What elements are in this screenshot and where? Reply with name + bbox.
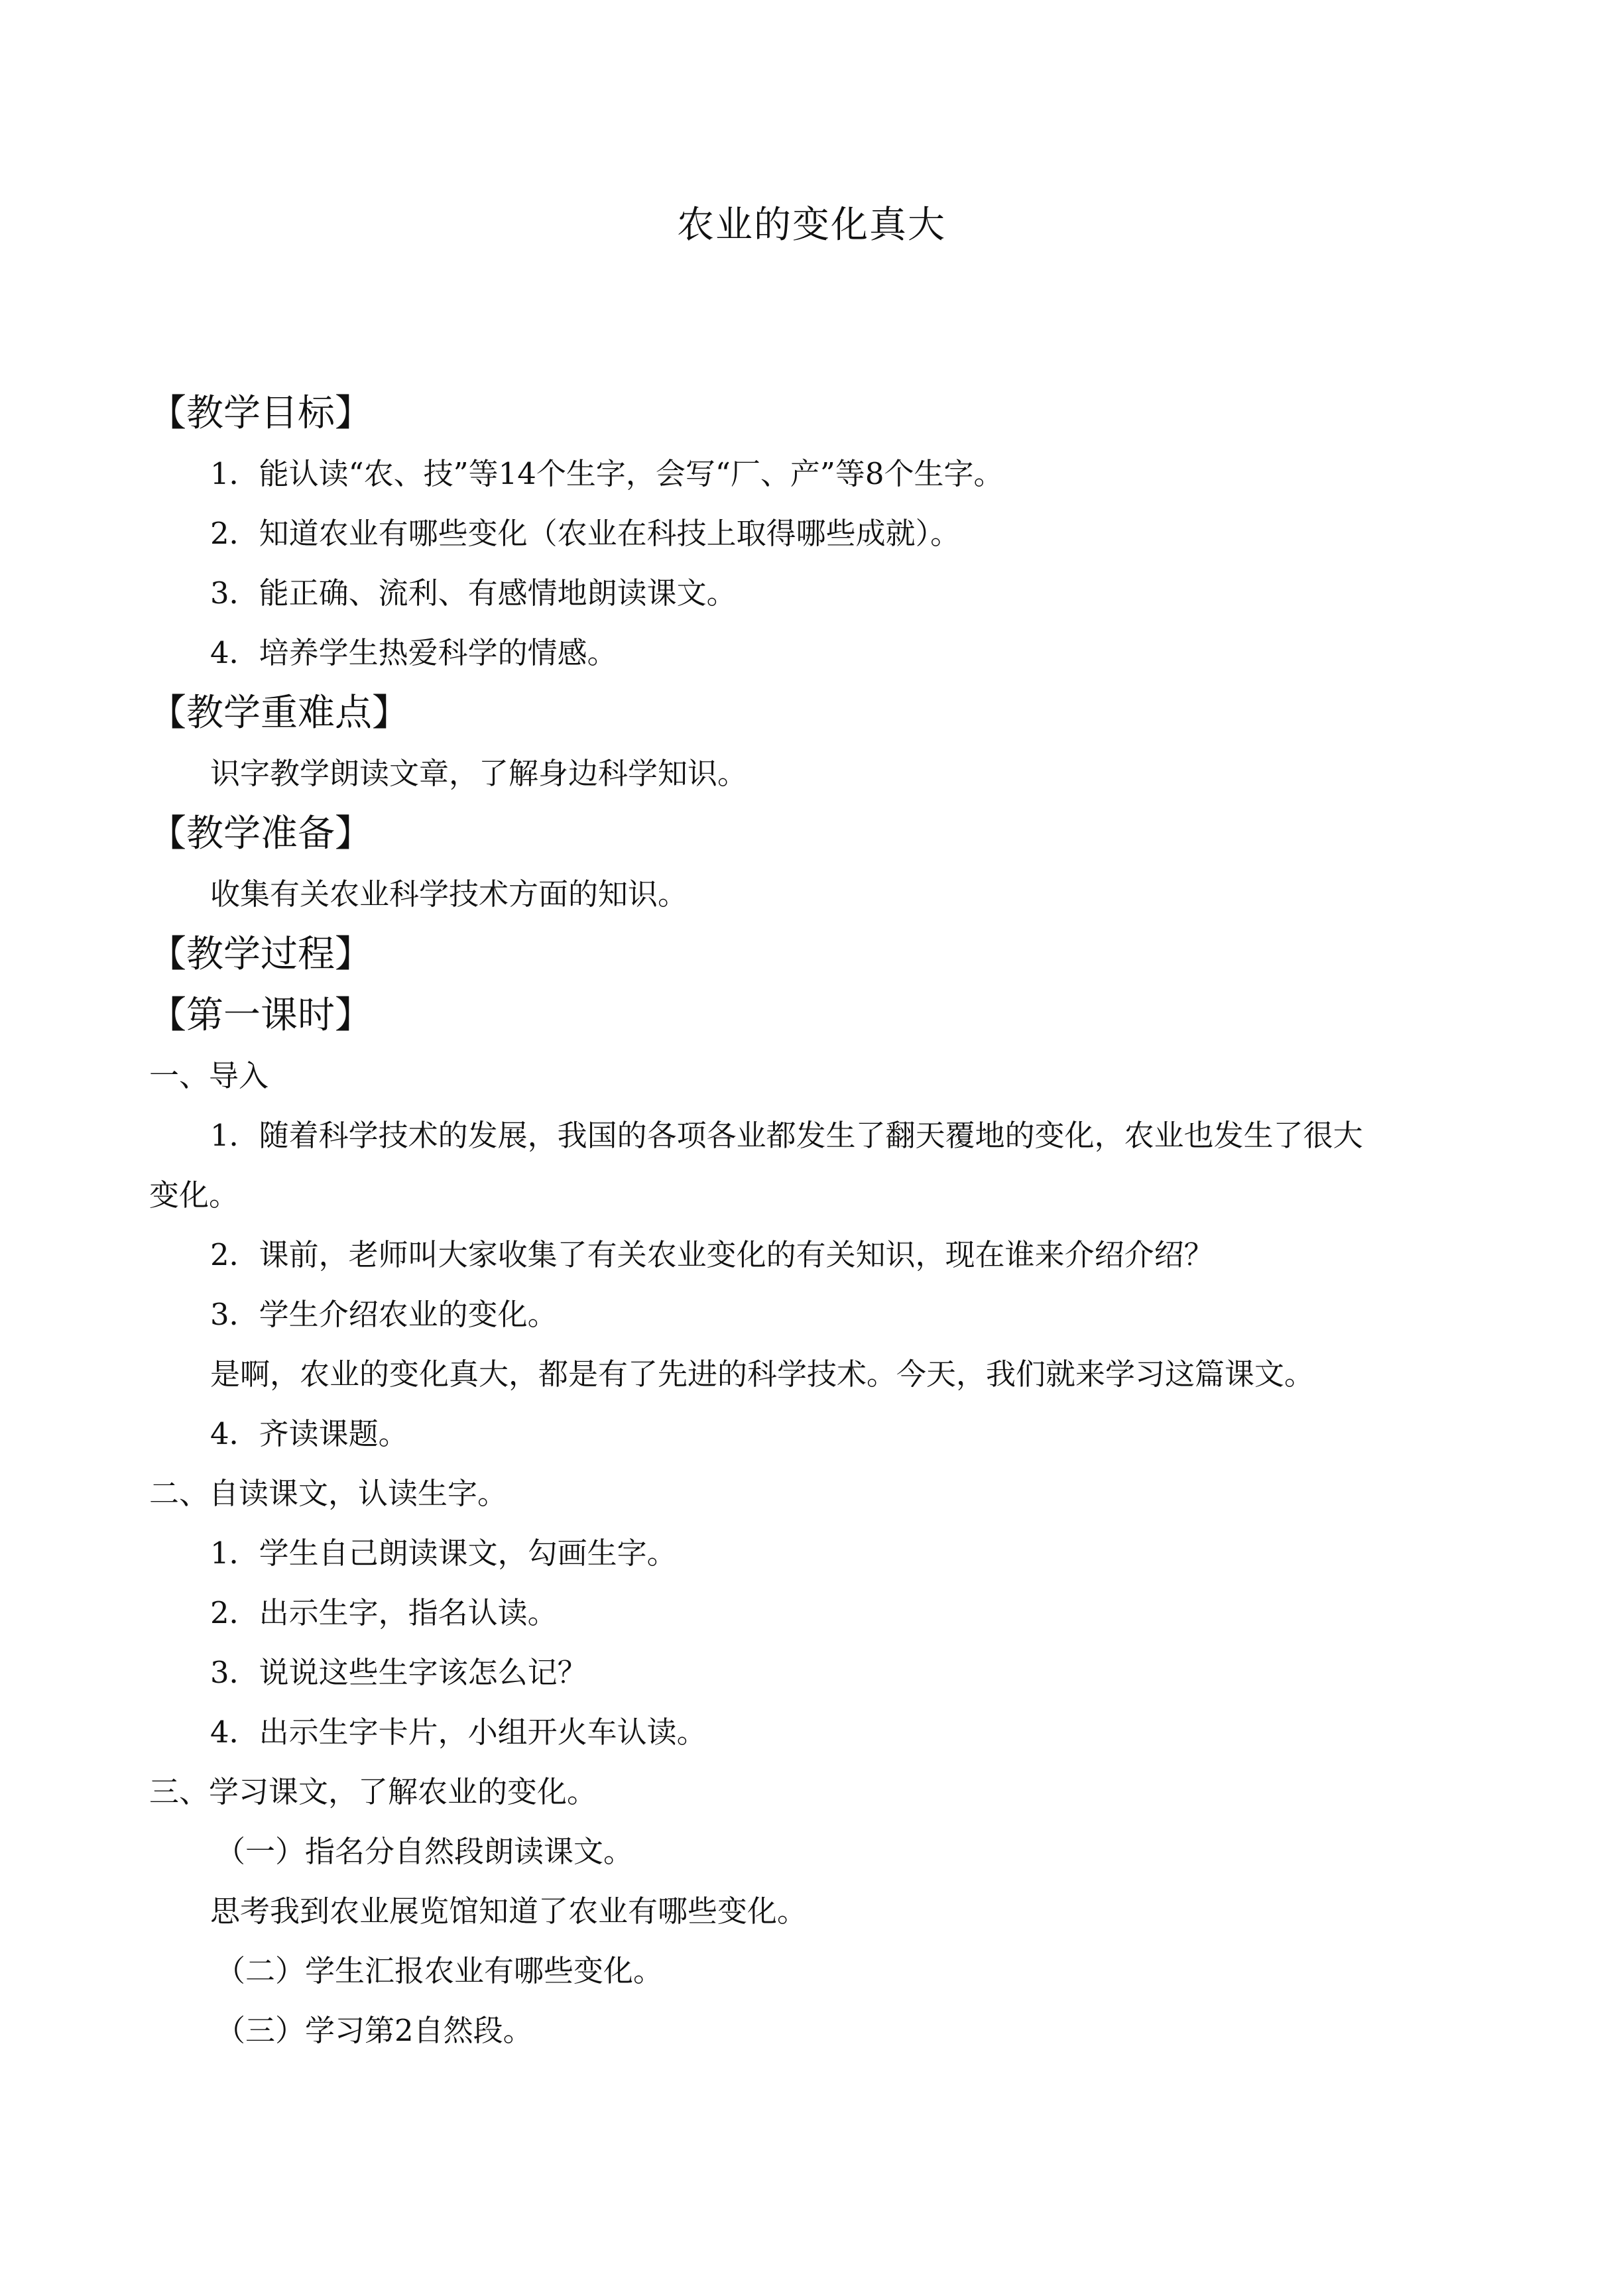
section-3-sub-3: （三）学习第2自然段。 [215,2013,533,2048]
section-1-title: 一、导入 [149,1058,269,1093]
preparation-heading: 【教学准备】 [149,812,372,855]
section-3-sub-2: （二）学生汇报农业有哪些变化。 [215,1953,664,1988]
section-1-item-3: 3．学生介绍农业的变化。 [210,1297,558,1332]
process-heading: 【教学过程】 [149,933,372,976]
section-2-item-1: 1．学生自己朗读课文，勾画生字。 [210,1536,677,1571]
section-3-sub-1: （一）指名分自然段朗读课文。 [215,1834,634,1869]
document-body [149,383,1482,2061]
section-1-item-1-line-2: 变化。 [149,1178,239,1213]
lesson-heading: 【第一课时】 [149,994,372,1037]
document-title: 农业的变化真大 [677,204,946,247]
section-2-item-3: 3．说说这些生字该怎么记？ [210,1655,587,1690]
preparation-text: 收集有关农业科学技术方面的知识。 [210,876,688,912]
section-1-item-2: 2．课前，老师叫大家收集了有关农业变化的有关知识，现在谁来介绍介绍？ [210,1237,1214,1272]
section-1-item-4: 4．齐读课题。 [210,1416,408,1451]
section-2-title: 二、自读课文，认读生字。 [149,1476,508,1511]
objective-item-2: 2．知道农业有哪些变化（农业在科技上取得哪些成就）。 [210,516,961,551]
objective-item-1: 1．能认读“农、技”等14个生字，会写“厂、产”等8个生字。 [210,456,1004,491]
objective-item-4: 4．培养学生热爱科学的情感。 [210,635,617,670]
section-3-title: 三、学习课文，了解农业的变化。 [149,1774,597,1809]
key-points-heading: 【教学重难点】 [149,692,409,735]
section-1-note: 是啊，农业的变化真大，都是有了先进的科学技术。今天，我们就来学习这篇课文。 [210,1357,1315,1392]
objective-item-3: 3．能正确、流利、有感情地朗读课文。 [210,575,737,611]
section-1-item-1-line-1: 1．随着科学技术的发展，我国的各项各业都发生了翻天覆地的变化，农业也发生了很大 [210,1118,1363,1153]
key-points-text: 识字教学朗读文章，了解身边科学知识。 [210,756,748,791]
section-3-sub-1-note: 思考我到农业展览馆知道了农业有哪些变化。 [210,1894,808,1929]
section-2-item-4: 4．出示生字卡片，小组开火车认读。 [210,1715,707,1750]
section-2-item-2: 2．出示生字，指名认读。 [210,1595,558,1630]
objectives-heading: 【教学目标】 [149,392,372,435]
